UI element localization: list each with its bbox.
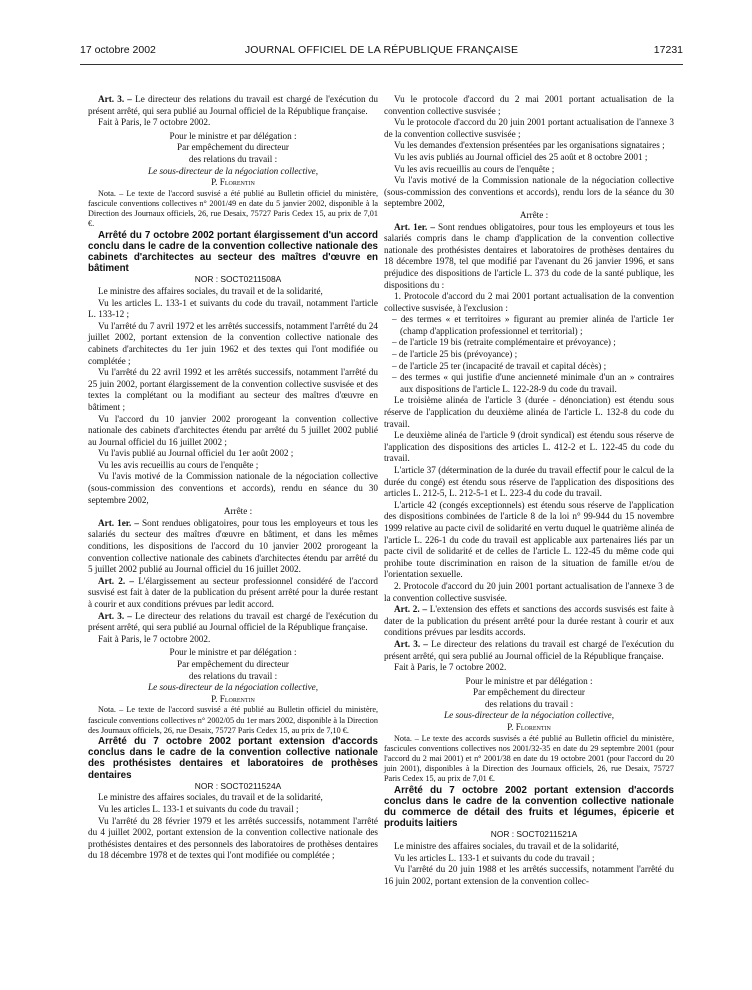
paragraph: Vu les articles L. 133-1 et suivants du code du travail ; — [98, 803, 299, 814]
paragraph: Vu le protocole d'accord du 20 juin 2001 portant actualisation de l'annexe 3 de la convention collective susvisée ; — [384, 117, 674, 139]
paragraph: Vu l'accord du 10 janvier 2002 prorogeant la convention collective nationale des cabinets d'architectes étendu par arrêté du 5 juillet 2002 publié au Journal officiel du 16 juillet 2002 ; — [88, 413, 378, 447]
fait-date: Fait à Paris, le 7 octobre 2002. — [394, 662, 507, 673]
right-column — [384, 94, 674, 887]
left-column — [88, 94, 378, 862]
paragraph: Le deuxième alinéa de l'article 9 (droit syndical) est étendu sous réserve de l'application des dispositions des articles L. 412-2 et L. 122-45 du code du travail. — [384, 430, 674, 464]
list-item: – des termes « qui justifie d'une ancienneté minimale d'un an » contraires aux dispositions de l'article L. 122-28-9 du code du travail. — [392, 372, 674, 394]
nor-reference: NOR : SOCT0211508A — [194, 274, 282, 285]
nor-reference: NOR : SOCT0211524A — [194, 780, 282, 791]
paragraph: Vu l'arrêté du 22 avril 1992 et les arrêtés successifs, notamment l'arrêté du 25 juin 2002, portant élargissement de la convention collective susvisée et des textes la complétant ou la modifiant au secteur des maîtres d'œuvre en bâtiment ; — [88, 367, 378, 412]
paragraph: 2. Protocole d'accord du 20 juin 2001 portant actualisation de l'annexe 3 de la convention collective susvisée. — [384, 580, 674, 603]
paragraph: 1. Protocole d'accord du 2 mai 2001 portant actualisation de la convention collective susvisée, à l'exclusion : — [384, 291, 674, 313]
paragraph: Le troisième alinéa de l'article 3 (durée - dénonciation) est étendu sous réserve de l'application du deuxième alinéa de l'article L. 132-8 du code du travail. — [384, 395, 674, 429]
article-1: Art. 1er. – Sont rendues obligatoires, pour tous les employeurs et tous les salariés du secteur des maîtres d'œuvre en bâtiment, et dans les mêmes conditions, les dispositions de l'accord du 10 janvier 2002 prorogeant la convention collective nationale des cabinets d'architectes étendu par arrêté du 5 juillet 2002 publié au Journal officiel du 16 juillet 2002. — [88, 517, 378, 575]
article-3: Art. 3. – Le directeur des relations du travail est chargé de l'exécution du présent arrêté, qui sera publié au Journal officiel de la République française. — [88, 94, 378, 116]
paragraph: Le ministre des affaires sociales, du travail et de la solidarité, — [98, 792, 323, 803]
decree-heading: Arrêté du 7 octobre 2002 portant élargissement d'un accord conclu dans le cadre de la convention collective nationale des cabinets d'architectes au secteur des maîtres d'œuvre en bâtiment — [88, 229, 378, 275]
page-header — [80, 44, 683, 60]
paragraph: Vu l'arrêté du 7 avril 1972 et les arrêtés successifs, notamment l'arrêté du 24 juillet 2002, portant extension de la convention collective nationale des cabinets d'architectes du 1er juin 1962 et des textes qui l'ont modifiée ou complétée ; — [88, 320, 378, 366]
signatory-name: P. Florentin — [507, 722, 551, 733]
paragraph: Vu l'avis motivé de la Commission nationale de la négociation collective (sous-commission des conventions et accords), rendu en séance du 30 septembre 2002, — [88, 471, 378, 505]
nota: Nota. – Le texte de l'accord susvisé a été publié au Bulletin officiel du ministère, fascicule conventions collectives n° 2001/49 en date du 5 janvier 2002, disponible à la Direction des Journaux officiels, 26, rue Desaix, 75727 Paris Cedex 15, au prix de 7,01 €. — [88, 188, 378, 229]
nor-reference: NOR : SOCT0211521A — [490, 829, 578, 840]
header-date: 17 octobre 2002 — [80, 44, 156, 56]
signature-block: Pour le ministre et par délégation : Par empêchement du directeur des relations du travail : Le sous-directeur de la négociation collective, P. Florentin — [384, 676, 674, 734]
nota: Nota. – Le texte de l'accord susvisé a été publié au Bulletin officiel du ministère, fascicule conventions collectives n° 2002/05 du 1er mars 2002, disponible à la Direction des Journaux officiels, 26, rue Desaix, 75727 Paris Cedex 15, au prix de 7,10 €. — [88, 705, 378, 735]
signatory-name: P. Florentin — [211, 177, 255, 188]
article-3: Art. 3. – Le directeur des relations du travail est chargé de l'exécution du présent arrêté, qui sera publié au Journal officiel de la République française. — [88, 610, 378, 633]
decree-heading: Arrêté du 7 octobre 2002 portant extension d'accords conclus dans le cadre de la convention collective nationale des prothésistes dentaires et laboratoires de prothèses dentaires — [88, 735, 378, 781]
header-rule — [80, 64, 683, 65]
signature-block: Pour le ministre et par délégation : Par empêchement du directeur des relations du travail : Le sous-directeur de la négociation collective, P. Florentin — [88, 647, 378, 705]
article-2: Art. 2. – L'élargissement au secteur professionnel considéré de l'accord susvisé est fait à dater de la publication du présent arrêté pour la durée restant à courir et aux conditions prévues par ledit accord. — [88, 575, 378, 609]
paragraph: Vu les avis recueillis au cours de l'enquête ; — [98, 459, 259, 470]
journal-title: JOURNAL OFFICIEL DE LA RÉPUBLIQUE FRANÇAISE — [244, 44, 519, 56]
paragraph: Vu l'arrêté du 20 juin 1988 et les arrêtés successifs, notamment l'arrêté du 16 juin 2002, portant extension de la convention collec- — [384, 864, 674, 886]
paragraph: Vu les demandes d'extension présentées par les organisations signataires ; — [394, 140, 665, 151]
list-item: – de l'article 19 bis (retraite complémentaire et prévoyance) ; — [392, 337, 616, 348]
decree-heading: Arrêté du 7 octobre 2002 portant extension d'accords conclus dans le cadre de la convention collective nationale du commerce de détail des fruits et légumes, épicerie et produits laitiers — [384, 784, 674, 830]
arrete-label: Arrête : — [223, 506, 253, 517]
nota: Nota. – Le texte des accords susvisés a été publié au Bulletin officiel du ministère, fascicules conventions collectives nos 2001/32-35 en date du 29 septembre 2001 (pour l'accord du 2 mai 2001) et n° 2001/38 en date du 19 octobre 2001 (pour l'accord du 20 juin 2001), disponibles à la Direction des Journaux officiels, 26, rue Desaix, 75727 Paris Cedex 15, au prix de 7,01 €. — [384, 733, 674, 784]
paragraph: Vu l'avis motivé de la Commission nationale de la négociation collective (sous-commission des conventions et accords), rendu lors de la séance du 30 septembre 2002, — [384, 175, 674, 209]
paragraph: Vu le protocole d'accord du 2 mai 2001 portant actualisation de la convention collective susvisée ; — [384, 94, 674, 116]
paragraph: Vu les avis publiés au Journal officiel des 25 août et 8 octobre 2001 ; — [394, 151, 648, 162]
arrete-label: Arrête : — [519, 209, 549, 220]
paragraph: L'article 37 (détermination de la durée du travail effectif pour le calcul de la durée du congé) est étendu sous réserve de l'application des dispositions des articles L. 212-5, L. 212-5-1 et L. 223-4 du code du travail. — [384, 465, 674, 499]
fait-date: Fait à Paris, le 7 octobre 2002. — [98, 117, 211, 128]
page-number: 17231 — [653, 44, 683, 56]
article-3: Art. 3. – Le directeur des relations du travail est chargé de l'exécution du présent arrêté, qui sera publié au Journal officiel de la République française. — [384, 638, 674, 661]
paragraph: Vu l'avis publié au Journal officiel du 1er août 2002 ; — [98, 448, 294, 459]
article-2: Art. 2. – L'extension des effets et sanctions des accords susvisés est faite à dater de la publication du présent arrêté pour la durée restant à courir et aux conditions prévues par lesdits accords. — [384, 604, 675, 638]
list-item: – de l'article 25 bis (prévoyance) ; — [392, 349, 518, 360]
paragraph: Vu l'arrêté du 28 février 1979 et les arrêtés successifs, notamment l'arrêté du 4 juillet 2002, portant extension de la convention collective nationale des prothésistes dentaires et des personnels des laboratoires de prothèses dentaires du 18 décembre 1978 et de textes qui l'ont modifiée ou complétée ; — [88, 815, 378, 861]
list-item: – de l'article 25 ter (incapacité de travail et capital décès) ; — [392, 360, 607, 371]
paragraph: L'article 42 (congés exceptionnels) est étendu sous réserve de l'application des dispositions combinées de l'article 8 de la loi n° 99-944 du 15 novembre 1999 relative au pacte civil de solidarité en vertu duquel le quatrième alinéa de l'article L. 226-1 du code du travail est applicable aux partenaires liés par un pacte civil de solidarité et de celles de l'article L. 122-45 du même code qui prohibe toute discrimination en raison de la situation de famille et/ou de l'orientation sexuelle. — [384, 499, 674, 580]
paragraph: Vu les avis recueillis au cours de l'enquête ; — [394, 163, 555, 174]
paragraph: Le ministre des affaires sociales, du travail et de la solidarité, — [394, 841, 619, 852]
paragraph: Le ministre des affaires sociales, du travail et de la solidarité, — [98, 285, 323, 296]
exclusion-list — [384, 314, 674, 395]
fait-date: Fait à Paris, le 7 octobre 2002. — [98, 633, 211, 644]
list-item: – des termes « et territoires » figurant au premier alinéa de l'article 1er (champ d'application professionnel et territorial) ; — [392, 314, 674, 336]
signatory-name: P. Florentin — [211, 693, 255, 704]
paragraph: Vu les articles L. 133-1 et suivants du code du travail, notamment l'article L. 133-12 ; — [88, 297, 378, 320]
article-1: Art. 1er. – Sont rendues obligatoires, pour tous les employeurs et tous les salariés compris dans le champ d'application de la convention collective nationale des prothésistes dentaires et laboratoires de prothèses dentaires du 18 décembre 1978, tel que modifié par l'avenant du 26 janvier 1996, et sans préjudice des dispositions de l'article L. 373 du code de la santé publique, les dispositions du : — [384, 221, 674, 290]
signature-block: Pour le ministre et par délégation : Par empêchement du directeur des relations du travail : Le sous-directeur de la négociation collective, P. Florentin — [88, 131, 378, 189]
paragraph: Vu les articles L. 133-1 et suivants du code du travail ; — [394, 852, 595, 863]
